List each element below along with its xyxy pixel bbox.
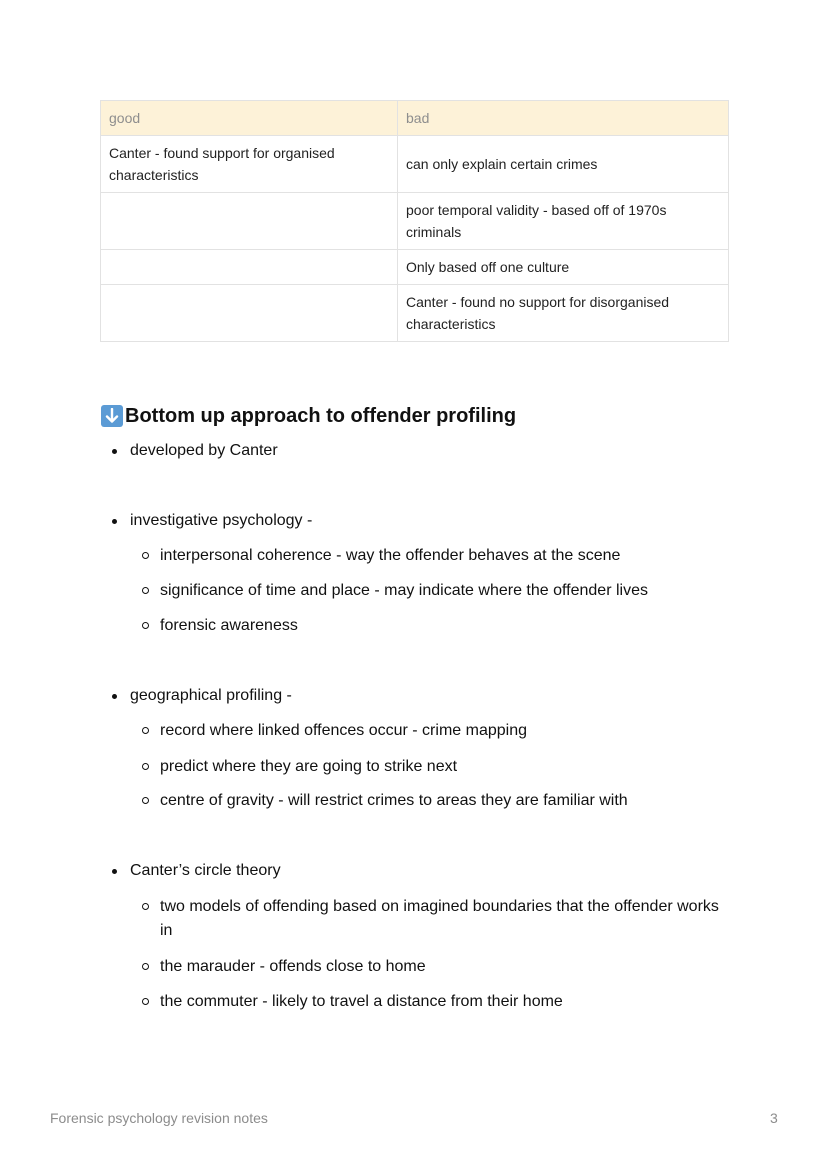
sub-list-item <box>160 789 720 813</box>
circle-bullet-icon <box>142 622 149 629</box>
section-heading <box>101 403 516 429</box>
table-header-row <box>101 101 729 136</box>
circle-bullet-icon <box>142 763 149 770</box>
sub-list-item-text: centre of gravity - will restrict crimes to areas they are familiar with <box>160 792 628 809</box>
table-row <box>101 136 729 193</box>
table-header-good: good <box>101 101 398 136</box>
sub-list-item <box>160 614 720 638</box>
list-item <box>130 509 312 533</box>
bullet-icon <box>112 869 117 874</box>
sub-list-item <box>160 755 720 779</box>
table-cell: can only explain certain crimes <box>398 136 729 193</box>
table-row <box>101 193 729 250</box>
sub-list-item-text: predict where they are going to strike next <box>160 758 458 775</box>
table-cell: Only based off one culture <box>398 250 729 285</box>
table-cell: Canter - found support for organised characteristics <box>101 136 398 193</box>
table-cell: Canter - found no support for disorganised characteristics <box>398 285 729 342</box>
table-cell: poor temporal validity - based off of 1970s criminals <box>398 193 729 250</box>
footer-page-number: 3 <box>770 1110 778 1126</box>
sub-list-item <box>160 579 720 603</box>
table-row <box>101 285 729 342</box>
down-arrow-icon <box>101 405 123 427</box>
bullet-icon <box>112 519 117 524</box>
sub-list-item-text: two models of offending based on imagined boundaries that the offender works in <box>160 898 719 939</box>
list-item-text: geographical profiling - <box>130 687 292 704</box>
sub-list-item-text: significance of time and place - may indicate where the offender lives <box>160 582 648 599</box>
sub-list-item <box>160 955 720 979</box>
evaluation-table <box>100 100 729 342</box>
table-cell <box>101 285 398 342</box>
circle-bullet-icon <box>142 552 149 559</box>
table-row <box>101 250 729 285</box>
sub-list-item <box>160 895 720 943</box>
list-item-text: investigative psychology - <box>130 512 313 529</box>
table-cell <box>101 250 398 285</box>
bullet-icon <box>112 694 117 699</box>
sub-list-item <box>160 990 720 1014</box>
list-item <box>130 439 278 463</box>
list-item-text: Canter’s circle theory <box>130 862 281 879</box>
circle-bullet-icon <box>142 903 149 910</box>
table-header-bad: bad <box>398 101 729 136</box>
bullet-icon <box>112 449 117 454</box>
sub-list-item <box>160 544 720 568</box>
circle-bullet-icon <box>142 998 149 1005</box>
list-item <box>130 859 281 883</box>
sub-list-item-text: the commuter - likely to travel a distance from their home <box>160 993 563 1010</box>
table-cell <box>101 193 398 250</box>
circle-bullet-icon <box>142 797 149 804</box>
sub-list-item-text: the marauder - offends close to home <box>160 958 426 975</box>
list-item <box>130 684 292 708</box>
sub-list-item-text: interpersonal coherence - way the offender behaves at the scene <box>160 547 621 564</box>
sub-list-item <box>160 719 720 743</box>
sub-list-item-text: forensic awareness <box>160 617 298 634</box>
section-title: Bottom up approach to offender profiling <box>125 405 517 427</box>
sub-list-item-text: record where linked offences occur - crime mapping <box>160 722 527 739</box>
footer-document-title: Forensic psychology revision notes <box>50 1110 268 1126</box>
circle-bullet-icon <box>142 587 149 594</box>
circle-bullet-icon <box>142 727 149 734</box>
circle-bullet-icon <box>142 963 149 970</box>
list-item-text: developed by Canter <box>130 442 278 459</box>
